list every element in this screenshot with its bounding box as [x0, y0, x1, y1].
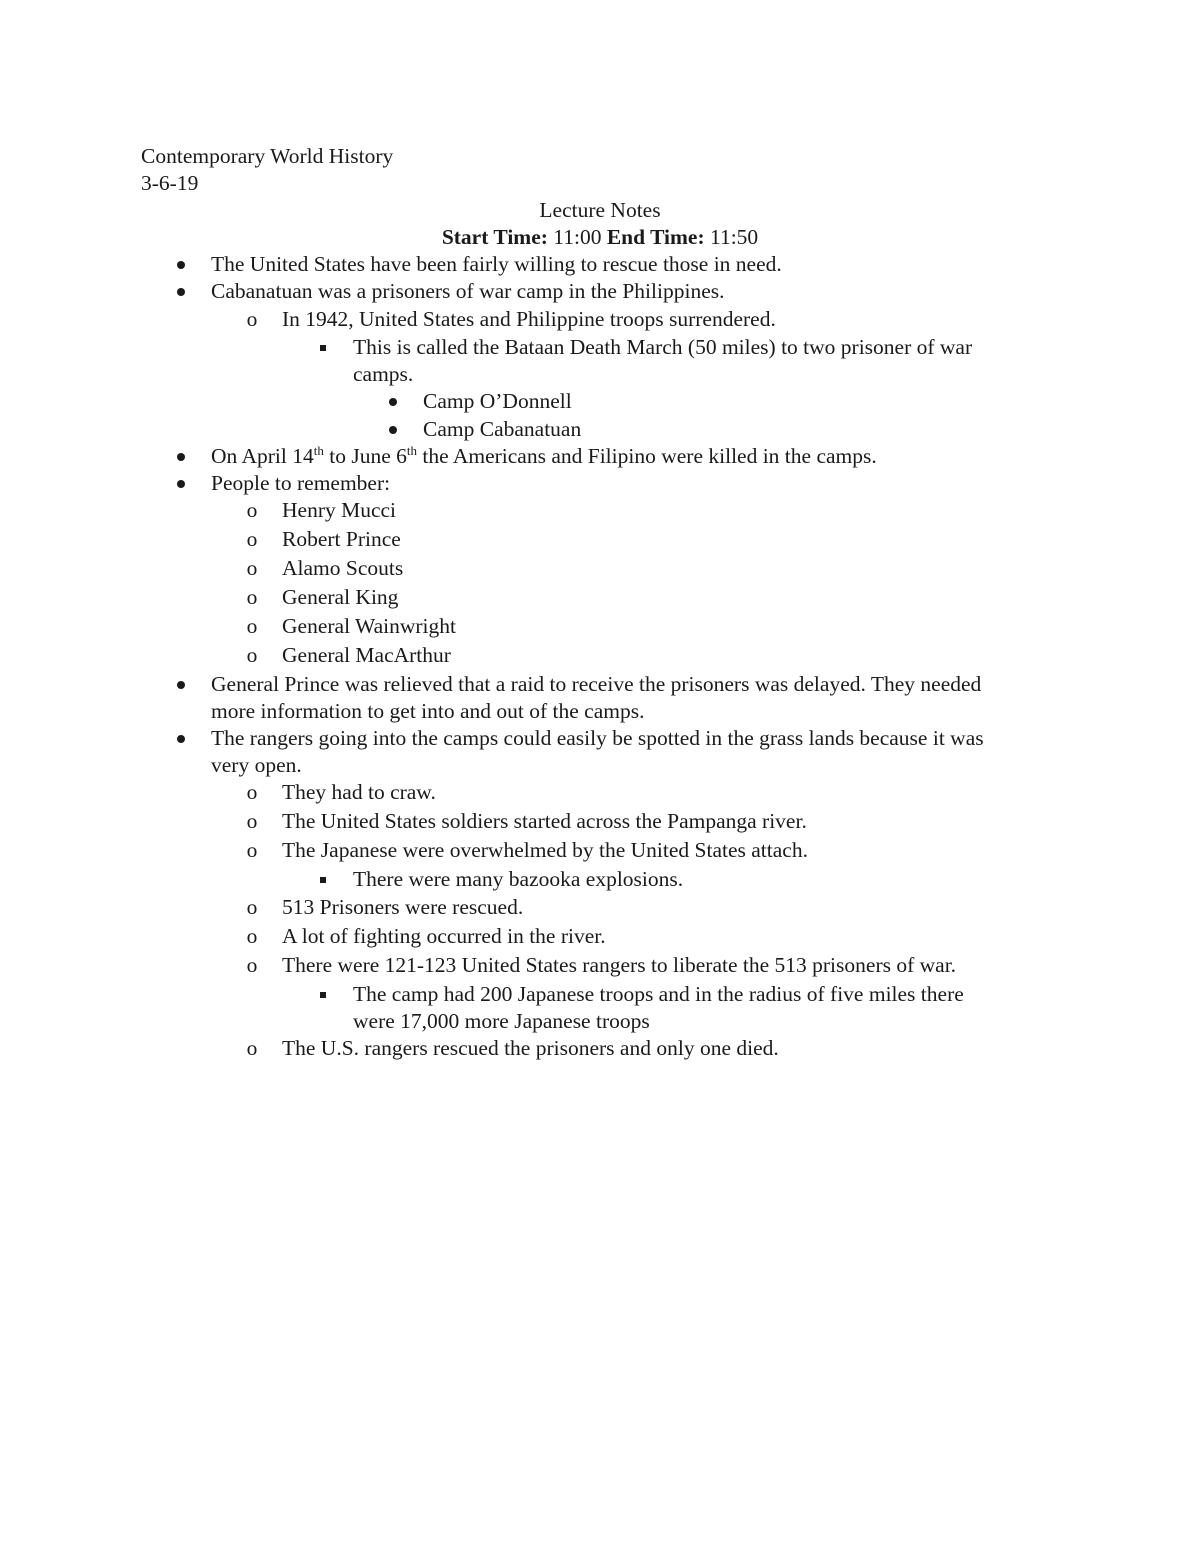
doc-title: Lecture Notes: [539, 198, 661, 222]
end-time-value: 11:50: [710, 225, 759, 249]
bullet-icon: [381, 388, 405, 415]
circle-bullet-icon: o: [246, 307, 258, 331]
list-item: [246, 923, 606, 950]
list-item: [211, 443, 877, 470]
circle-bullet-icon: o: [246, 924, 258, 948]
list-item-text: The rangers going into the camps could easily be spotted in the grass lands because it was: [211, 726, 984, 750]
list-item: [246, 306, 776, 333]
list-item-text: Henry Mucci: [282, 498, 397, 522]
list-item-text: Camp Cabanatuan: [423, 417, 582, 441]
circle-bullet-icon: o: [246, 556, 258, 580]
list-item: [353, 866, 683, 893]
square-bullet-icon: [311, 981, 335, 1008]
circle-bullet-icon: o: [246, 953, 258, 977]
list-item-text: General King: [282, 585, 399, 609]
bullet-icon: [169, 443, 193, 470]
list-item-text: People to remember:: [211, 471, 391, 495]
list-item: [246, 952, 957, 979]
list-item-continuation: were 17,000 more Japanese troops: [353, 1009, 650, 1033]
square-bullet-icon: [311, 334, 335, 361]
circle-bullet-icon: o: [246, 527, 258, 551]
list-item: [246, 1035, 779, 1062]
circle-bullet-icon: o: [246, 1036, 258, 1060]
list-item: [246, 584, 399, 611]
bullet-icon: [381, 416, 405, 443]
list-item: [246, 555, 404, 582]
list-item-text: General MacArthur: [282, 643, 451, 667]
list-item-text: The United States have been fairly willing to rescue those in need.: [211, 252, 782, 276]
list-item: [211, 251, 782, 278]
list-item-text: On April 14th to June 6th the Americans and Filipino were killed in the camps.: [211, 442, 877, 468]
circle-bullet-icon: o: [246, 838, 258, 862]
list-item-text: Cabanatuan was a prisoners of war camp in the Philippines.: [211, 279, 725, 303]
list-item-text: Robert Prince: [282, 527, 401, 551]
list-item-text: The U.S. rangers rescued the prisoners and only one died.: [282, 1036, 779, 1060]
list-item-text: A lot of fighting occurred in the river.: [282, 924, 606, 948]
list-item: [353, 334, 972, 361]
time-line: [0, 224, 1200, 251]
bullet-icon: [169, 470, 193, 497]
bullet-icon: [169, 251, 193, 278]
list-item: [423, 388, 572, 415]
list-item: [246, 837, 808, 864]
list-item-text: General Wainwright: [282, 614, 456, 638]
list-item-text: The Japanese were overwhelmed by the United States attach.: [282, 838, 808, 862]
circle-bullet-icon: o: [246, 895, 258, 919]
circle-bullet-icon: o: [246, 809, 258, 833]
list-item-text: The United States soldiers started across the Pampanga river.: [282, 809, 807, 833]
list-item-continuation: camps.: [353, 362, 414, 386]
list-item: [246, 779, 436, 806]
circle-bullet-icon: o: [246, 614, 258, 638]
list-item: [353, 981, 964, 1008]
list-item-text: This is called the Bataan Death March (50 miles) to two prisoner of war: [353, 335, 973, 359]
circle-bullet-icon: o: [246, 780, 258, 804]
list-item-text: General Prince was relieved that a raid to receive the prisoners was delayed. They needed: [211, 672, 982, 696]
list-item-text: In 1942, United States and Philippine troops surrendered.: [282, 307, 776, 331]
end-time-label: End Time:: [606, 225, 705, 249]
list-item: [211, 278, 724, 305]
list-item: [246, 894, 524, 921]
list-item: [246, 526, 401, 553]
list-item-continuation: more information to get into and out of the camps.: [211, 699, 645, 723]
bullet-icon: [169, 278, 193, 305]
start-time-label: Start Time:: [441, 225, 548, 249]
bullet-icon: [169, 725, 193, 752]
bullet-icon: [169, 671, 193, 698]
circle-bullet-icon: o: [246, 585, 258, 609]
course-title: Contemporary World History: [141, 144, 394, 168]
list-item: [211, 671, 981, 698]
square-bullet-icon: [311, 866, 335, 893]
list-item-text: There were 121-123 United States rangers to liberate the 513 prisoners of war.: [282, 953, 957, 977]
list-item-text: Alamo Scouts: [282, 556, 404, 580]
list-item-text: The camp had 200 Japanese troops and in the radius of five miles there: [353, 982, 964, 1006]
circle-bullet-icon: o: [246, 498, 258, 522]
circle-bullet-icon: o: [246, 643, 258, 667]
list-item-text: Camp O’Donnell: [423, 389, 572, 413]
list-item: [423, 416, 581, 443]
date: 3-6-19: [141, 171, 199, 195]
start-time-value: 11:00: [553, 225, 602, 249]
list-item-text: There were many bazooka explosions.: [353, 867, 684, 891]
list-item: [246, 808, 807, 835]
list-item-text: 513 Prisoners were rescued.: [282, 895, 524, 919]
list-item-continuation: very open.: [211, 753, 302, 777]
list-item: [211, 470, 390, 497]
list-item: [211, 725, 984, 752]
list-item-text: They had to craw.: [282, 780, 436, 804]
list-item: [246, 497, 397, 524]
list-item: [246, 642, 451, 669]
list-item: [246, 613, 456, 640]
